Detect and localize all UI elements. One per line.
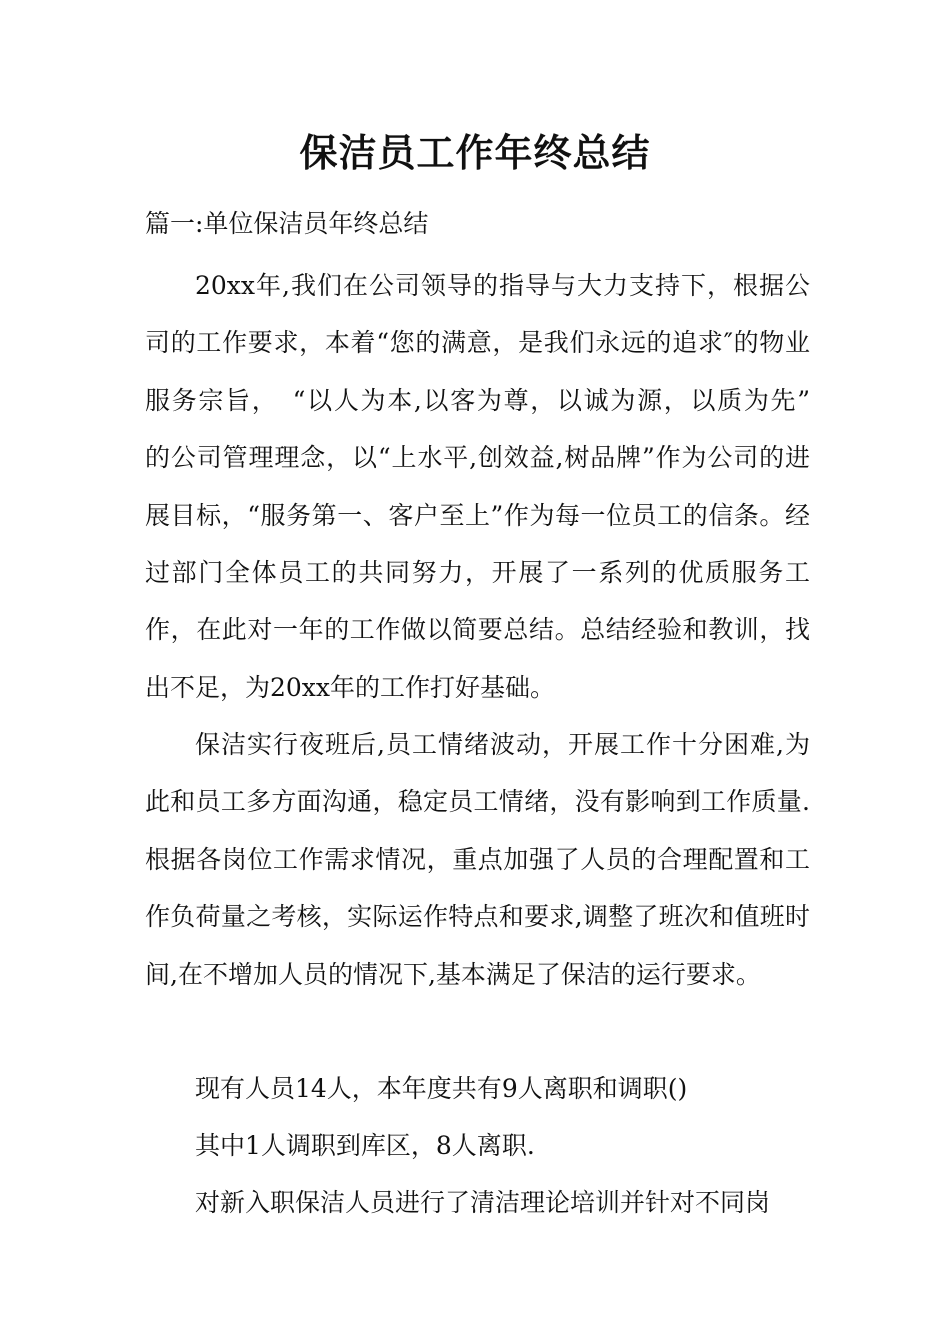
paragraph-2: 保洁实行夜班后,员工情绪波动，开展工作十分困难,为此和员工多方面沟通，稳定员工情绪，没有影响到工作质量.根据各岗位工作需求情况，重点加强了人员的合理配置和工作负荷量之考核，实际运作特点和要求,调整了班次和值班时间,在不增加人员的情况下,基本满足了保洁的运行要求。 (145, 730, 810, 989)
section-heading: 篇一:单位保洁员年终总结 (145, 209, 429, 238)
document-title: 保洁员工作年终总结 (299, 130, 651, 175)
paragraph-4: 其中1人调职到库区，8人离职. (195, 1131, 535, 1160)
paragraph-1: 20xx年,我们在公司领导的指导与大力支持下，根据公司的工作要求，本着“您的满意，是我们永远的追求″的物业服务宗旨， “以人为本,以客为尊，以诚为源，以质为先” 的公司管理理念，以“上水平,创效益,树品牌”作为公司的进展目标，“服务第一、客户至上”作为每一位员工的信条。经过部门全体员工的共同努力，开展了一系列的优质服务工作，在此对一年的工作做以简要总结。总结经验和教训，找出不足，为20xx年的工作打好基础。 (145, 271, 836, 702)
paragraph-3: 现有人员14人，本年度共有9人离职和调职() (195, 1074, 688, 1103)
paragraph-5: 对新入职保洁人员进行了清洁理论培训并针对不同岗 (195, 1188, 771, 1217)
